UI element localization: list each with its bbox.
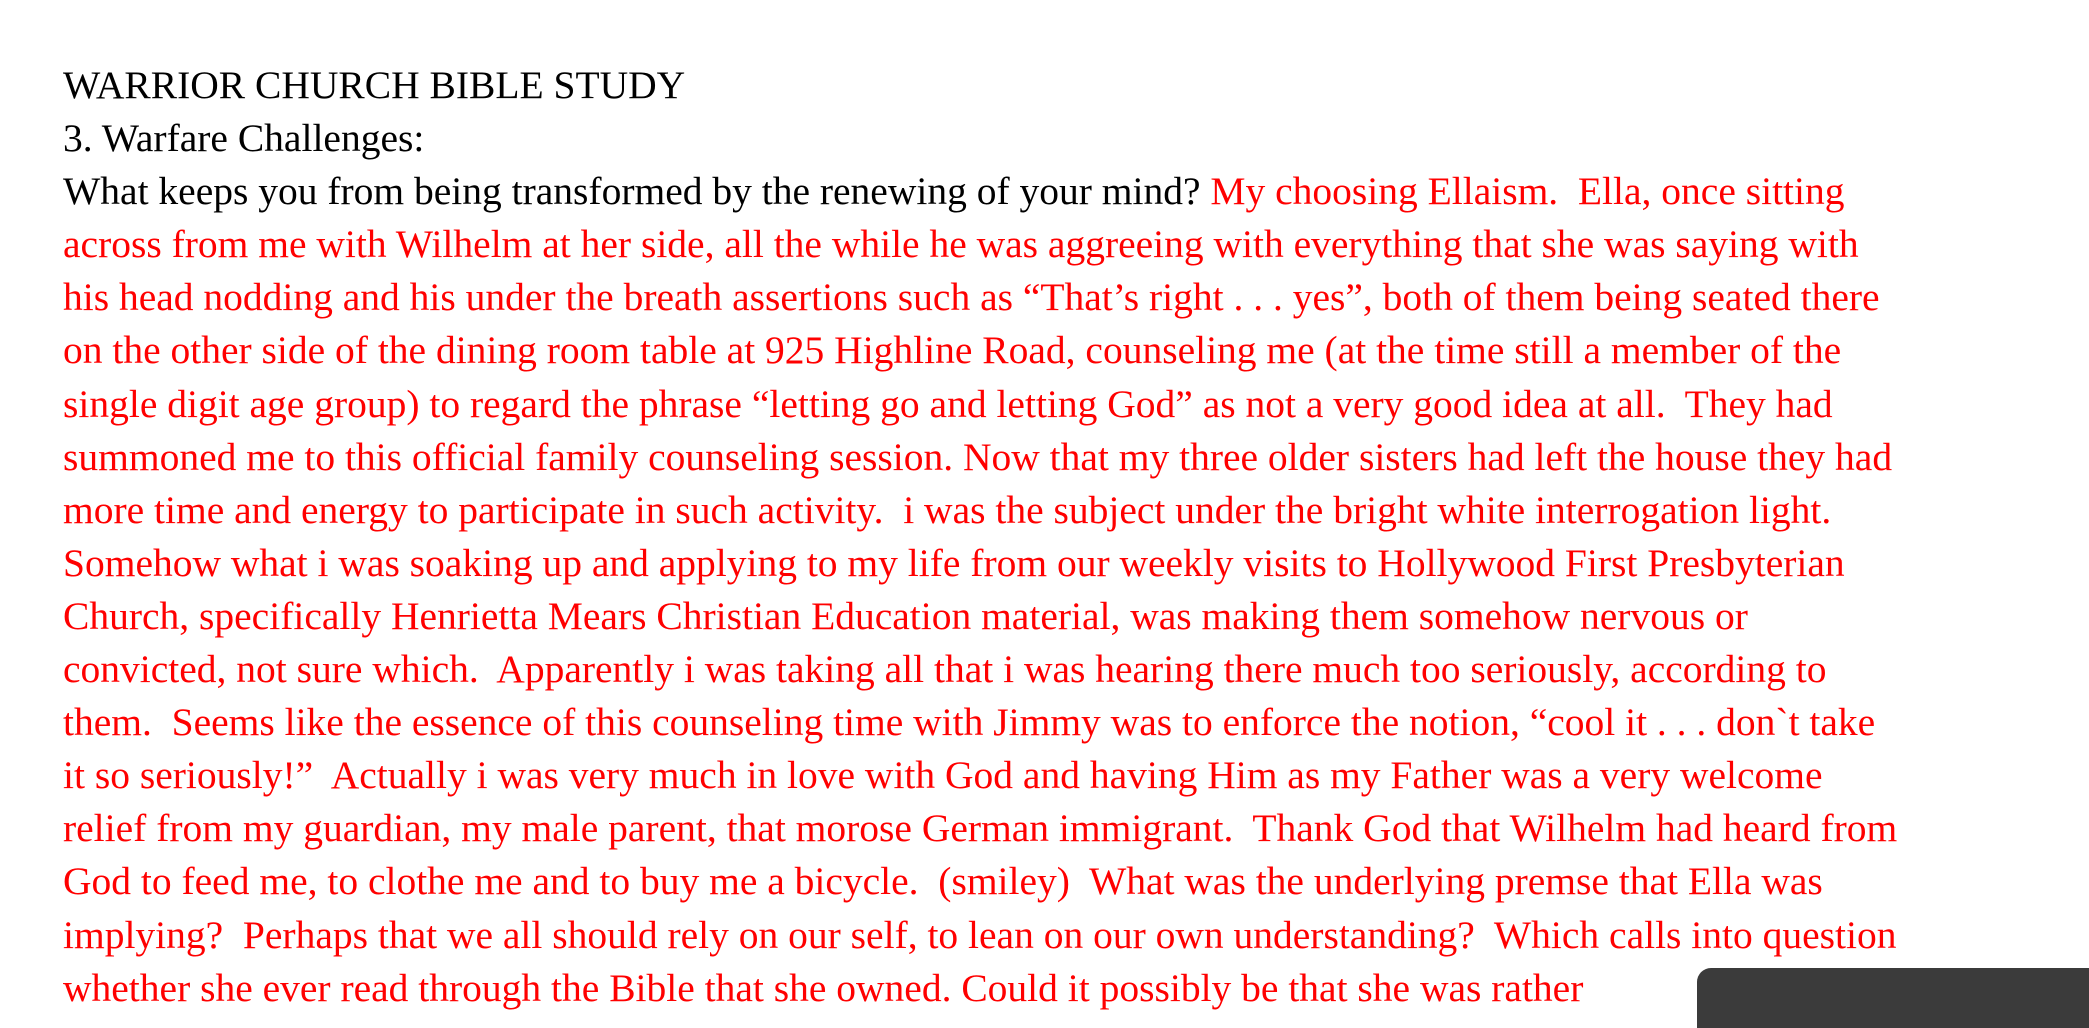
answer-first-line: My choosing Ellaism. Ella, once sitting [1200,169,1845,214]
section-heading: 3. Warfare Challenges: [63,116,425,161]
answer-line: more time and energy to participate in such activity. i was the subject under the bright white interrogation light. [63,487,1832,532]
answer-line: his head nodding and his under the breath assertions such as “That’s right . . . yes”, both of them being seated there [63,275,1880,320]
answer-line: implying? Perhaps that we all should rely on our self, to lean on our own understanding? Which calls into question [63,912,1897,957]
answer-line: convicted, not sure which. Apparently i was taking all that i was hearing there much too seriously, according to [63,647,1827,692]
answer-line: on the other side of the dining room table at 925 Highline Road, counseling me (at the time still a member of the [63,328,1842,373]
document-title: WARRIOR CHURCH BIBLE STUDY [63,63,686,107]
answer-paragraph [63,218,2063,1014]
answer-line: summoned me to this official family counseling session. Now that my three older sisters had left the house they had [63,434,1893,479]
answer-line: it so seriously!” Actually i was very much in love with God and having Him as my Father was a very welcome [63,753,1823,798]
answer-line: single digit age group) to regard the phrase “letting go and letting God” as not a very good idea at all. They had [63,381,1833,426]
answer-line: whether she ever read through the Bible that she owned. Could it possibly be that she was rather [63,965,1584,1010]
question-text: What keeps you from being transformed by the renewing of your mind? [63,169,1201,214]
answer-line: them. Seems like the essence of this counseling time with Jimmy was to enforce the notion, “cool it . . . don`t take [63,700,1876,745]
answer-line: God to feed me, to clothe me and to buy me a bicycle. (smiley) What was the underlying premse that Ella was [63,859,1823,904]
overlay-toolbar[interactable] [1697,968,2089,1028]
question-line [63,165,2063,218]
answer-line: across from me with Wilhelm at her side, all the while he was aggreeing with everything that she was saying with [63,222,1859,267]
document-page [63,59,2063,1015]
answer-line: Church, specifically Henrietta Mears Christian Education material, was making them somehow nervous or [63,593,1748,638]
answer-line: relief from my guardian, my male parent, that morose German immigrant. Thank God that Wilhelm had heard from [63,806,1898,851]
answer-line: Somehow what i was soaking up and applying to my life from our weekly visits to Hollywood First Presbyterian [63,540,1845,585]
